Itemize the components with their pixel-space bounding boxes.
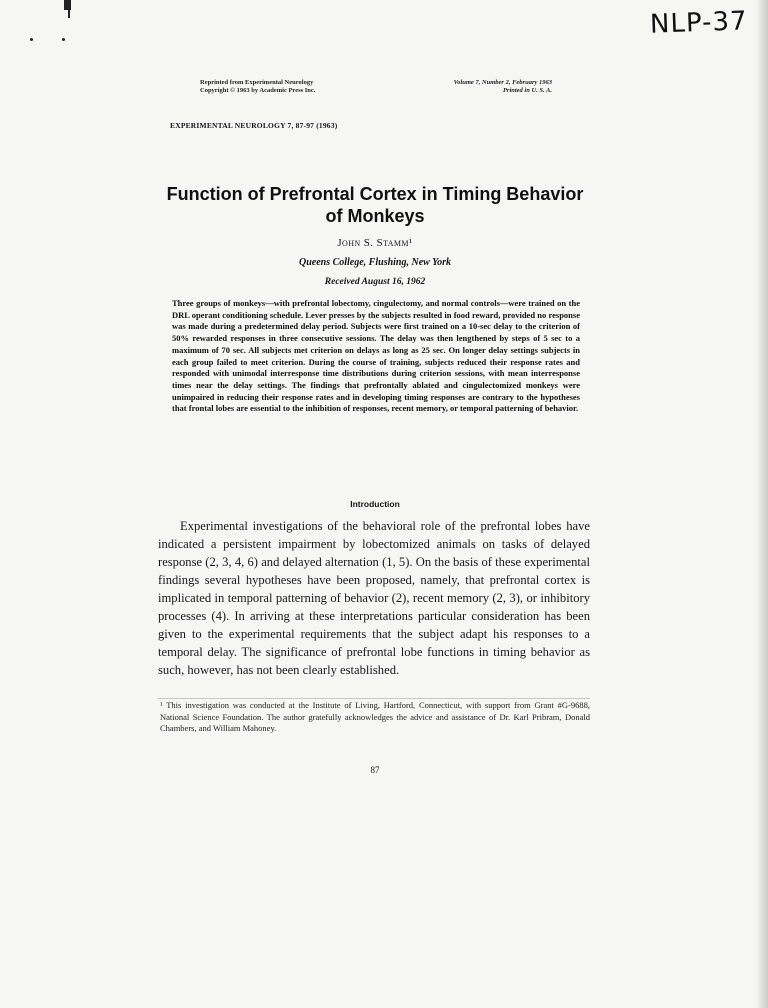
journal-reference: EXPERIMENTAL NEUROLOGY 7, 87-97 (1963) xyxy=(170,121,338,130)
reprint-notice xyxy=(200,79,370,95)
footnote: ¹ This investigation was conducted at the Institute of Living, Hartford, Connecticut, with support from Grant #G-9688, National Science Foundation. The author gratefully acknowledges the advice and assistance of Dr. Karl Pribram, Donald Chambers, and William Mahoney. xyxy=(160,700,590,733)
abstract: Three groups of monkeys—with prefrontal lobectomy, cingulectomy, and normal controls—were trained on the DRL operant conditioning schedule. Lever presses by the subjects resulted in food reward, provided no response was made during a predetermined delay period. Subjects were first trained on a 10-sec delay to the criterion of 50% rewarded responses in three consecutive sessions. The delay was then lengthened by steps of 5 sec to a maximum of 70 sec. All subjects met criterion on delays as long as 25 sec. On longer delay settings subjects in each group failed to meet criterion. During the course of training, subjects reduced their response rates and responded with unimodal interresponse time distributions during criterion sessions, with mean interresponse times near the delay settings. The findings that prefrontally ablated and cingulectomized monkeys were unimpaired in reducing their response rates and in developing timing responses are contrary to the hypotheses that frontal lobes are essential to the inhibition of responses, recent memory, or temporal patterning of behavior. xyxy=(172,298,580,414)
footnote-divider xyxy=(158,698,590,699)
section-heading: Introduction xyxy=(350,499,400,509)
reprint-line: Reprinted from Experimental Neurology xyxy=(200,79,314,86)
article-title xyxy=(150,183,600,227)
page-edge-shadow xyxy=(756,0,768,1008)
volume-notice xyxy=(372,79,552,95)
introduction-paragraph: Experimental investigations of the behavioral role of the prefrontal lobes have indicated a persistent impairment by lobectomized animals on tasks of delayed response (2, 3, 4, 6) and delayed alternation (1, 5). On the basis of these experimental findings several hypotheses have been proposed, namely, that prefrontal cortex is implicated in temporal patterning of behavior (2), recent memory (2, 3), or inhibitory processes (4). In arriving at these interpretations particular consideration has been given to the experimental requirements that the subject adapt his responses to a temporal delay. The significance of prefrontal lobe functions in timing behavior as such, however, has not been clearly established. xyxy=(158,519,590,677)
volume-line: Volume 7, Number 2, February 1963 xyxy=(453,79,552,86)
received-date: Received August 16, 1962 xyxy=(324,277,426,287)
copyright-line: Copyright © 1963 by Academic Press Inc. xyxy=(200,87,316,94)
author-name: John S. Stamm¹ xyxy=(337,237,413,249)
title-line: of Monkeys xyxy=(325,206,425,226)
scan-speck xyxy=(62,38,65,41)
printed-line: Printed in U. S. A. xyxy=(502,87,552,94)
scan-speck xyxy=(68,10,70,18)
title-line: Function of Prefrontal Cortex in Timing Behavior xyxy=(166,184,584,204)
handwritten-label: NLP-37 xyxy=(649,6,749,40)
author-affiliation: Queens College, Flushing, New York xyxy=(298,257,452,268)
scan-speck xyxy=(64,0,71,10)
page-number: 87 xyxy=(370,765,380,775)
scan-speck xyxy=(30,38,33,41)
